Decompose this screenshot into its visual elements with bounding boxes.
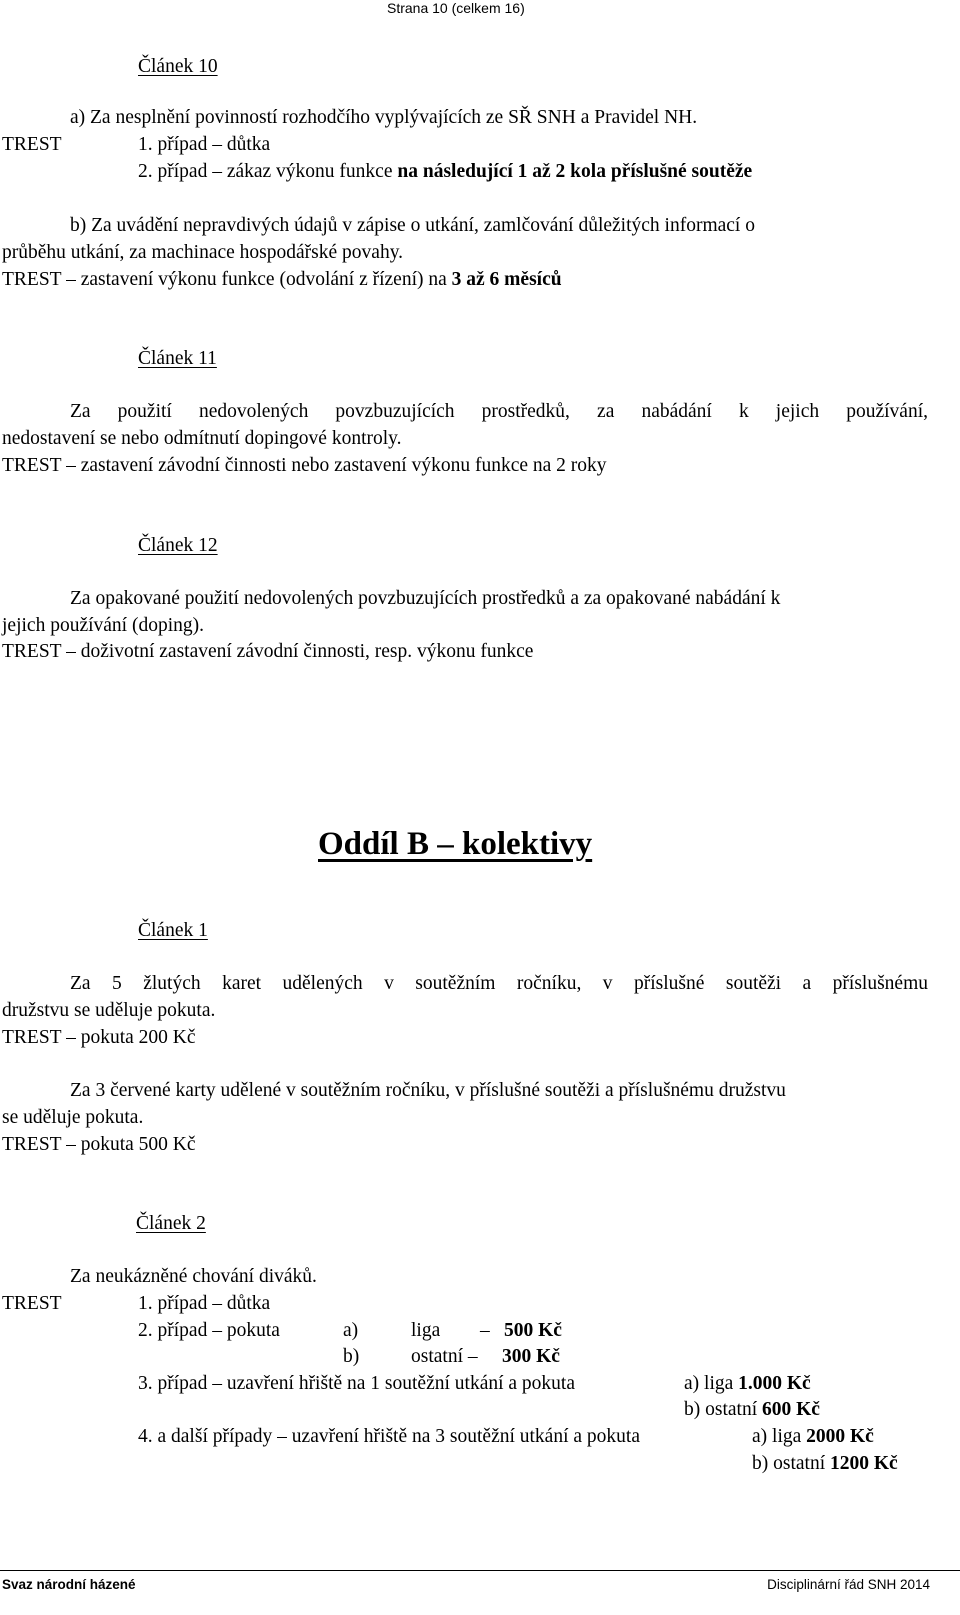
- a2-case-3-b: [684, 1400, 820, 1420]
- a2-case-2-a-amount: 500 Kč: [504, 1320, 562, 1341]
- a2-case-2-b-name: ostatní –: [411, 1346, 478, 1367]
- footer-left: Svaz národní házené: [2, 1577, 136, 1592]
- article-2-title: Článek 2: [136, 1213, 206, 1234]
- case-2-prefix: 2. případ – zákaz výkonu funkce: [138, 161, 398, 182]
- b-trest-prefix: TREST – zastavení výkonu funkce (odvolání z řízení) na: [2, 269, 452, 290]
- case-2: [138, 162, 752, 182]
- trest-label: TREST: [2, 134, 62, 155]
- a2-case-3-b-amount: 600 Kč: [762, 1399, 820, 1420]
- a2-case-1: 1. případ – důtka: [138, 1293, 271, 1314]
- a2-case-2-a-dash: –: [480, 1320, 490, 1341]
- article-10-b-line1: b) Za uvádění nepravdivých údajů v zápise o utkání, zamlčování důležitých informací o: [70, 215, 755, 236]
- article-12-trest: TREST – doživotní zastavení závodní činnosti, resp. výkonu funkce: [2, 641, 534, 662]
- a2-case-2-b-marker: b): [343, 1346, 360, 1367]
- article-1-p1-line1: Za 5 žlutých karet udělených v soutěžním ročníku, v příslušné soutěži a příslušnému: [70, 973, 928, 994]
- article-1-p2-trest: TREST – pokuta 500 Kč: [2, 1134, 196, 1155]
- a2-case-4-a: [752, 1427, 874, 1447]
- a2-case-2-a-marker: a): [343, 1320, 359, 1341]
- a2-case-4-b: [752, 1454, 898, 1474]
- article-10-b-line2: průběhu utkání, za machinace hospodářské povahy.: [2, 242, 404, 263]
- article-12-line2: jejich používání (doping).: [2, 615, 204, 636]
- article-10-b-trest: [2, 270, 562, 290]
- footer-divider: [0, 1570, 960, 1571]
- article-1-p2-line2: se uděluje pokuta.: [2, 1107, 144, 1128]
- a2-case-4: 4. a další případy – uzavření hřiště na 3 soutěžní utkání a pokuta: [138, 1426, 640, 1447]
- article-12-title: Článek 12: [138, 535, 218, 556]
- article-10-title: Článek 10: [138, 56, 218, 77]
- article-11-line1: Za použití nedovolených povzbuzujících prostředků, za nabádání k jejich používání,: [70, 401, 928, 422]
- a2-case-4-a-amount: 2000 Kč: [806, 1426, 874, 1447]
- case-1: 1. případ – důtka: [138, 134, 271, 155]
- a2-case-3: 3. případ – uzavření hřiště na 1 soutěžní utkání a pokuta: [138, 1373, 575, 1394]
- a2-case-3-a-prefix: a) liga: [684, 1373, 739, 1394]
- article-12-line1: Za opakované použití nedovolených povzbuzujících prostředků a za opakované nabádání k: [70, 588, 781, 609]
- article-1-p1-line2: družstvu se uděluje pokuta.: [2, 1000, 216, 1021]
- section-b-title: Oddíl B – kolektivy: [318, 826, 593, 862]
- a2-case-2-a-name: liga: [411, 1320, 441, 1341]
- trest-label-2: TREST: [2, 1293, 62, 1314]
- a2-case-4-b-amount: 1200 Kč: [830, 1453, 898, 1474]
- footer-right: Disciplinární řád SNH 2014: [767, 1577, 930, 1592]
- article-11-line2: nedostavení se nebo odmítnutí dopingové kontroly.: [2, 428, 402, 449]
- a2-case-2-b-amount: 300 Kč: [502, 1346, 560, 1367]
- a2-case-2-label: 2. případ – pokuta: [138, 1320, 280, 1341]
- article-11-title: Článek 11: [138, 348, 217, 369]
- article-10-a-text: a) Za nesplnění povinností rozhodčího vyplývajících ze SŘ SNH a Pravidel NH.: [70, 107, 698, 128]
- article-1-p2-line1: Za 3 červené karty udělené v soutěžním ročníku, v příslušné soutěži a příslušnému družstvu: [70, 1080, 786, 1101]
- page-counter: Strana 10 (celkem 16): [387, 0, 525, 16]
- a2-case-4-b-prefix: b) ostatní: [752, 1453, 830, 1474]
- b-trest-bold: 3 až 6 měsíců: [451, 269, 562, 290]
- article-2-intro: Za neukázněné chování diváků.: [70, 1266, 317, 1287]
- article-1-p1-trest: TREST – pokuta 200 Kč: [2, 1027, 196, 1048]
- a2-case-3-a: [684, 1374, 811, 1394]
- a2-case-3-b-prefix: b) ostatní: [684, 1399, 762, 1420]
- article-1-title: Článek 1: [138, 920, 208, 941]
- case-2-bold: na následující 1 až 2 kola příslušné soutěže: [397, 161, 753, 182]
- article-11-trest: TREST – zastavení závodní činnosti nebo zastavení výkonu funkce na 2 roky: [2, 455, 607, 476]
- a2-case-3-a-amount: 1.000 Kč: [738, 1373, 811, 1394]
- a2-case-4-a-prefix: a) liga: [752, 1426, 807, 1447]
